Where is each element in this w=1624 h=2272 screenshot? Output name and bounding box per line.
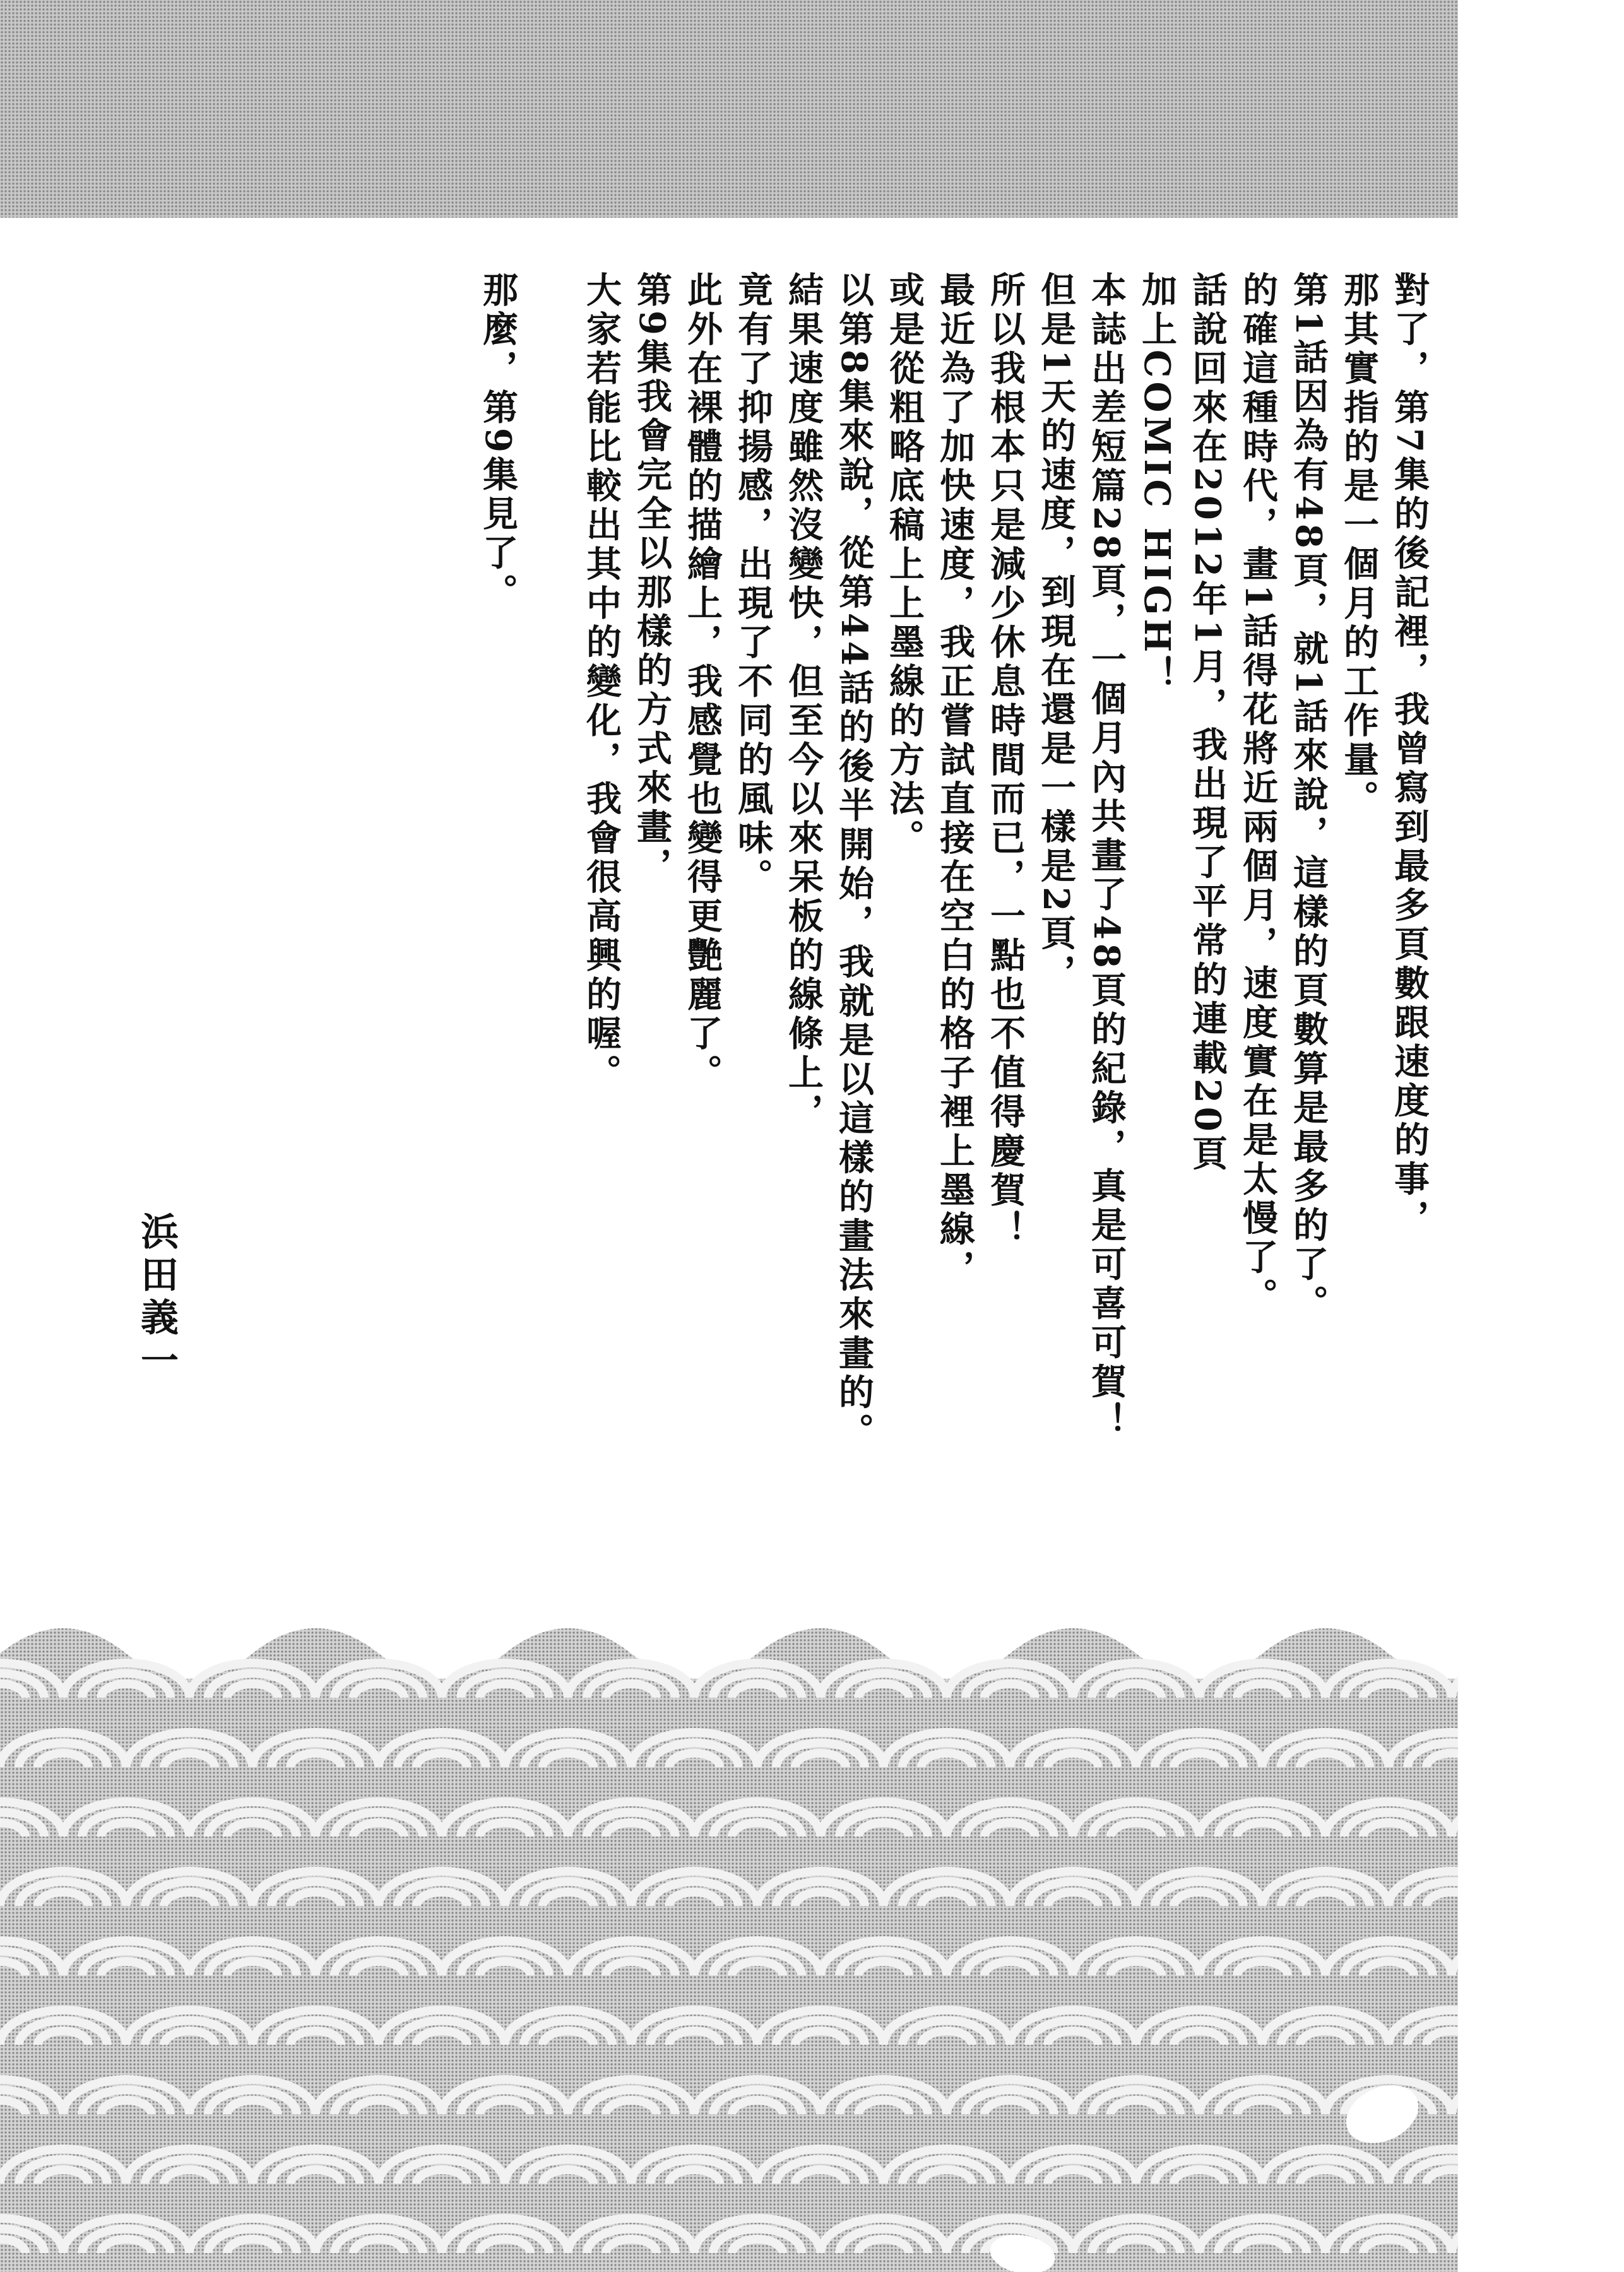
text-line: 結果速度雖然沒變快，但至今以來呆板的線條上，	[783, 271, 824, 1132]
afterword-text	[420, 271, 1435, 1622]
text-line: 此外在裸體的描繪上，我感覺也變得更艷麗了。	[682, 271, 723, 1093]
text-line: 最近為了加快速度，我正嘗試直接在空白的格子裡上墨線，	[934, 271, 976, 1289]
text-line: 大家若能比較出其中的變化，我會很高興的喔。	[581, 271, 622, 1093]
paragraph-1	[980, 271, 1435, 1622]
text-line: 加上COMIC HIGH！	[1136, 271, 1178, 695]
author-signature: 浜田義一	[134, 1212, 179, 1383]
text-line: 對了，第7集的後記裡，我曾寫到最多頁數跟速度的事，	[1389, 271, 1430, 1239]
text-line: 所以我根本只是減少休息時間而已，一點也不值得慶賀！	[985, 271, 1026, 1250]
right-margin	[1458, 0, 1624, 2272]
paragraph-3	[473, 271, 523, 1622]
text-line: 但是1天的速度，到現在還是一樣是2頁，	[1035, 271, 1077, 993]
text-line: 以第8集來說，從第44話的後半開始，我就是以這樣的畫法來畫的。	[833, 271, 875, 1452]
text-line: 竟有了抑揚感，出現了不同的風味。	[732, 271, 774, 897]
text-line: 本誌出差短篇28頁，一個月內共畫了48頁的紀錄，真是可喜可賀！	[1086, 271, 1127, 1441]
text-line: 的確這種時代，畫1話得花將近兩個月，速度實在是太慢了。	[1237, 271, 1279, 1317]
text-line: 或是從粗略底稿上上墨線的方法。	[884, 271, 925, 858]
text-line: 第9集我會完全以那樣的方式來畫，	[631, 271, 673, 887]
paragraph-2	[576, 271, 980, 1622]
wave-pattern	[0, 1616, 1458, 2272]
text-line: 那其實指的是一個月的工作量。	[1338, 271, 1380, 819]
text-line: 第1話因為有48頁，就1話來說，這樣的頁數算是最多的了。	[1288, 271, 1329, 1324]
text-line: 那麼，第9集見了。	[477, 271, 519, 613]
text-line: 話說回來在2012年1月，我出現了平常的連載20頁	[1187, 271, 1228, 1174]
top-halftone-band	[0, 0, 1458, 218]
